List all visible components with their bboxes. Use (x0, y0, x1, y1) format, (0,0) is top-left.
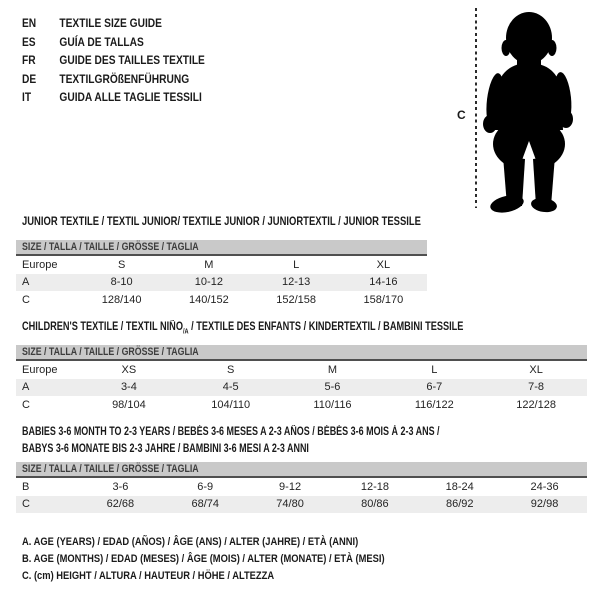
size-header-bar (16, 462, 587, 478)
table-cell: M (204, 258, 214, 271)
row-label: B (22, 480, 30, 493)
language-row (22, 14, 205, 33)
table-cell: 4-5 (222, 381, 239, 394)
language-row (22, 33, 205, 52)
table-cell: 6-9 (197, 480, 214, 493)
table-cell: 62/68 (106, 498, 135, 511)
table-row (16, 361, 587, 379)
row-label: C (22, 498, 30, 511)
size-header-label: SIZE / TALLA / TAILLE / GRÖSSE / TAGLIA (22, 241, 199, 253)
language-code: FR (22, 53, 36, 68)
row-label: A (22, 276, 30, 289)
row-label: C (22, 293, 30, 306)
table-cell: L (293, 258, 300, 271)
children-size-table (16, 345, 587, 414)
language-title: GUIDE DES TAILLES TEXTILE (59, 53, 205, 68)
table-cell: 104/110 (211, 398, 251, 411)
table-cell: 110/116 (313, 398, 352, 411)
children-section-heading: CHILDREN'S TEXTILE / TEXTIL $NIÑO_{/A}$ / TEXTILE DES ENFANTS / KINDERTEXTIL / BAMBINI TESSILE (22, 321, 464, 336)
table-cell: S (117, 258, 126, 271)
table-cell: 8-10 (110, 276, 133, 289)
language-code: EN (22, 16, 37, 31)
table-cell: 92/98 (530, 498, 559, 511)
table-row (16, 396, 587, 414)
language-title: TEXTILGRÖßENFÜHRUNG (59, 71, 190, 86)
table-cell: 3-4 (120, 381, 137, 394)
table-row (16, 274, 427, 292)
table-cell: 18-24 (445, 480, 474, 493)
junior-section-heading: JUNIOR TEXTILE / TEXTIL JUNIOR/ TEXTILE JUNIOR / JUNIORTEXTIL / JUNIOR TESSILE (22, 216, 421, 228)
size-header-bar (16, 240, 427, 256)
legend-line-c: C. (cm) HEIGHT / ALTURA / HAUTEUR / HÖHE / ALTEZZA (22, 570, 275, 582)
table-cell: 86/92 (445, 498, 474, 511)
legend-line-a: A. AGE (YEARS) / EDAD (AÑOS) / ÂGE (ANS) / ALTER (JAHRE) / ETÀ (ANNI) (22, 536, 359, 548)
table-cell: 140/152 (188, 293, 229, 306)
row-label: A (22, 381, 30, 394)
table-row (16, 496, 587, 514)
toddler-silhouette-icon (480, 8, 575, 213)
row-label: Europe (22, 363, 58, 376)
table-row (16, 256, 427, 274)
row-label: Europe (22, 258, 58, 271)
table-cell: M (327, 363, 338, 376)
height-measure-label: C (457, 108, 466, 122)
language-row (22, 51, 205, 70)
babies-size-table (16, 462, 587, 513)
table-cell: XL (529, 363, 543, 376)
language-row (22, 88, 205, 107)
table-cell: XS (121, 363, 137, 376)
row-label: C (22, 398, 30, 411)
table-cell: 122/128 (516, 398, 556, 411)
table-cell: 12-13 (282, 276, 311, 289)
table-cell: 6-7 (426, 381, 443, 394)
table-cell: L (431, 363, 438, 376)
language-code: IT (22, 90, 32, 105)
legend-line-b: B. AGE (MONTHS) / EDAD (MESES) / ÂGE (MOIS) / ALTER (MONATE) / ETÀ (MESI) (22, 553, 385, 565)
table-cell: 152/158 (276, 293, 316, 306)
table-cell: 10-12 (194, 276, 223, 289)
language-title: GUÍA DE TALLAS (59, 34, 144, 49)
language-title: TEXTILE SIZE GUIDE (59, 16, 162, 31)
babies-section-heading-line1: BABIES 3-6 MONTH TO 2-3 YEARS / BEBÉS 3-6 MESES A 2-3 AÑOS / BÉBÉS 3-6 MOIS À 2-3 ANS / (22, 426, 440, 438)
size-header-label: SIZE / TALLA / TAILLE / GRÖSSE / TAGLIA (22, 346, 199, 358)
size-header-label: SIZE / TALLA / TAILLE / GRÖSSE / TAGLIA (22, 463, 199, 475)
table-cell: 80/86 (361, 498, 389, 511)
table-cell: XL (376, 258, 391, 271)
table-cell: 68/74 (191, 498, 219, 511)
size-header-bar (16, 345, 587, 361)
height-measure-dashed-line (475, 8, 477, 208)
language-code: DE (22, 71, 37, 86)
language-title-list (22, 14, 237, 107)
table-cell: 24-36 (530, 480, 559, 493)
table-cell: 7-8 (528, 381, 545, 394)
heading-subscript: /A (182, 328, 189, 336)
babies-section-heading-line2: BABYS 3-6 MONATE BIS 2-3 JAHRE / BAMBINI 3-6 MESI A 2-3 ANNI (22, 443, 309, 455)
measure-legend (22, 536, 449, 587)
table-cell: 128/140 (101, 293, 142, 306)
table-cell: 5-6 (324, 381, 341, 394)
table-cell: 116/122 (414, 398, 454, 411)
table-cell: 158/170 (363, 293, 404, 306)
table-row (16, 478, 587, 496)
table-row (16, 291, 427, 309)
table-row (16, 379, 587, 397)
table-cell: 3-6 (112, 480, 129, 493)
table-cell: S (227, 363, 235, 376)
language-title: GUIDA ALLE TAGLIE TESSILI (59, 90, 202, 105)
table-cell: 74/80 (276, 498, 304, 511)
language-row (22, 70, 205, 89)
table-cell: 98/104 (112, 398, 146, 411)
junior-size-table (16, 240, 427, 309)
table-cell: 14-16 (369, 276, 398, 289)
table-cell: 12-18 (360, 480, 389, 493)
language-code: ES (22, 34, 36, 49)
table-cell: 9-12 (279, 480, 302, 493)
